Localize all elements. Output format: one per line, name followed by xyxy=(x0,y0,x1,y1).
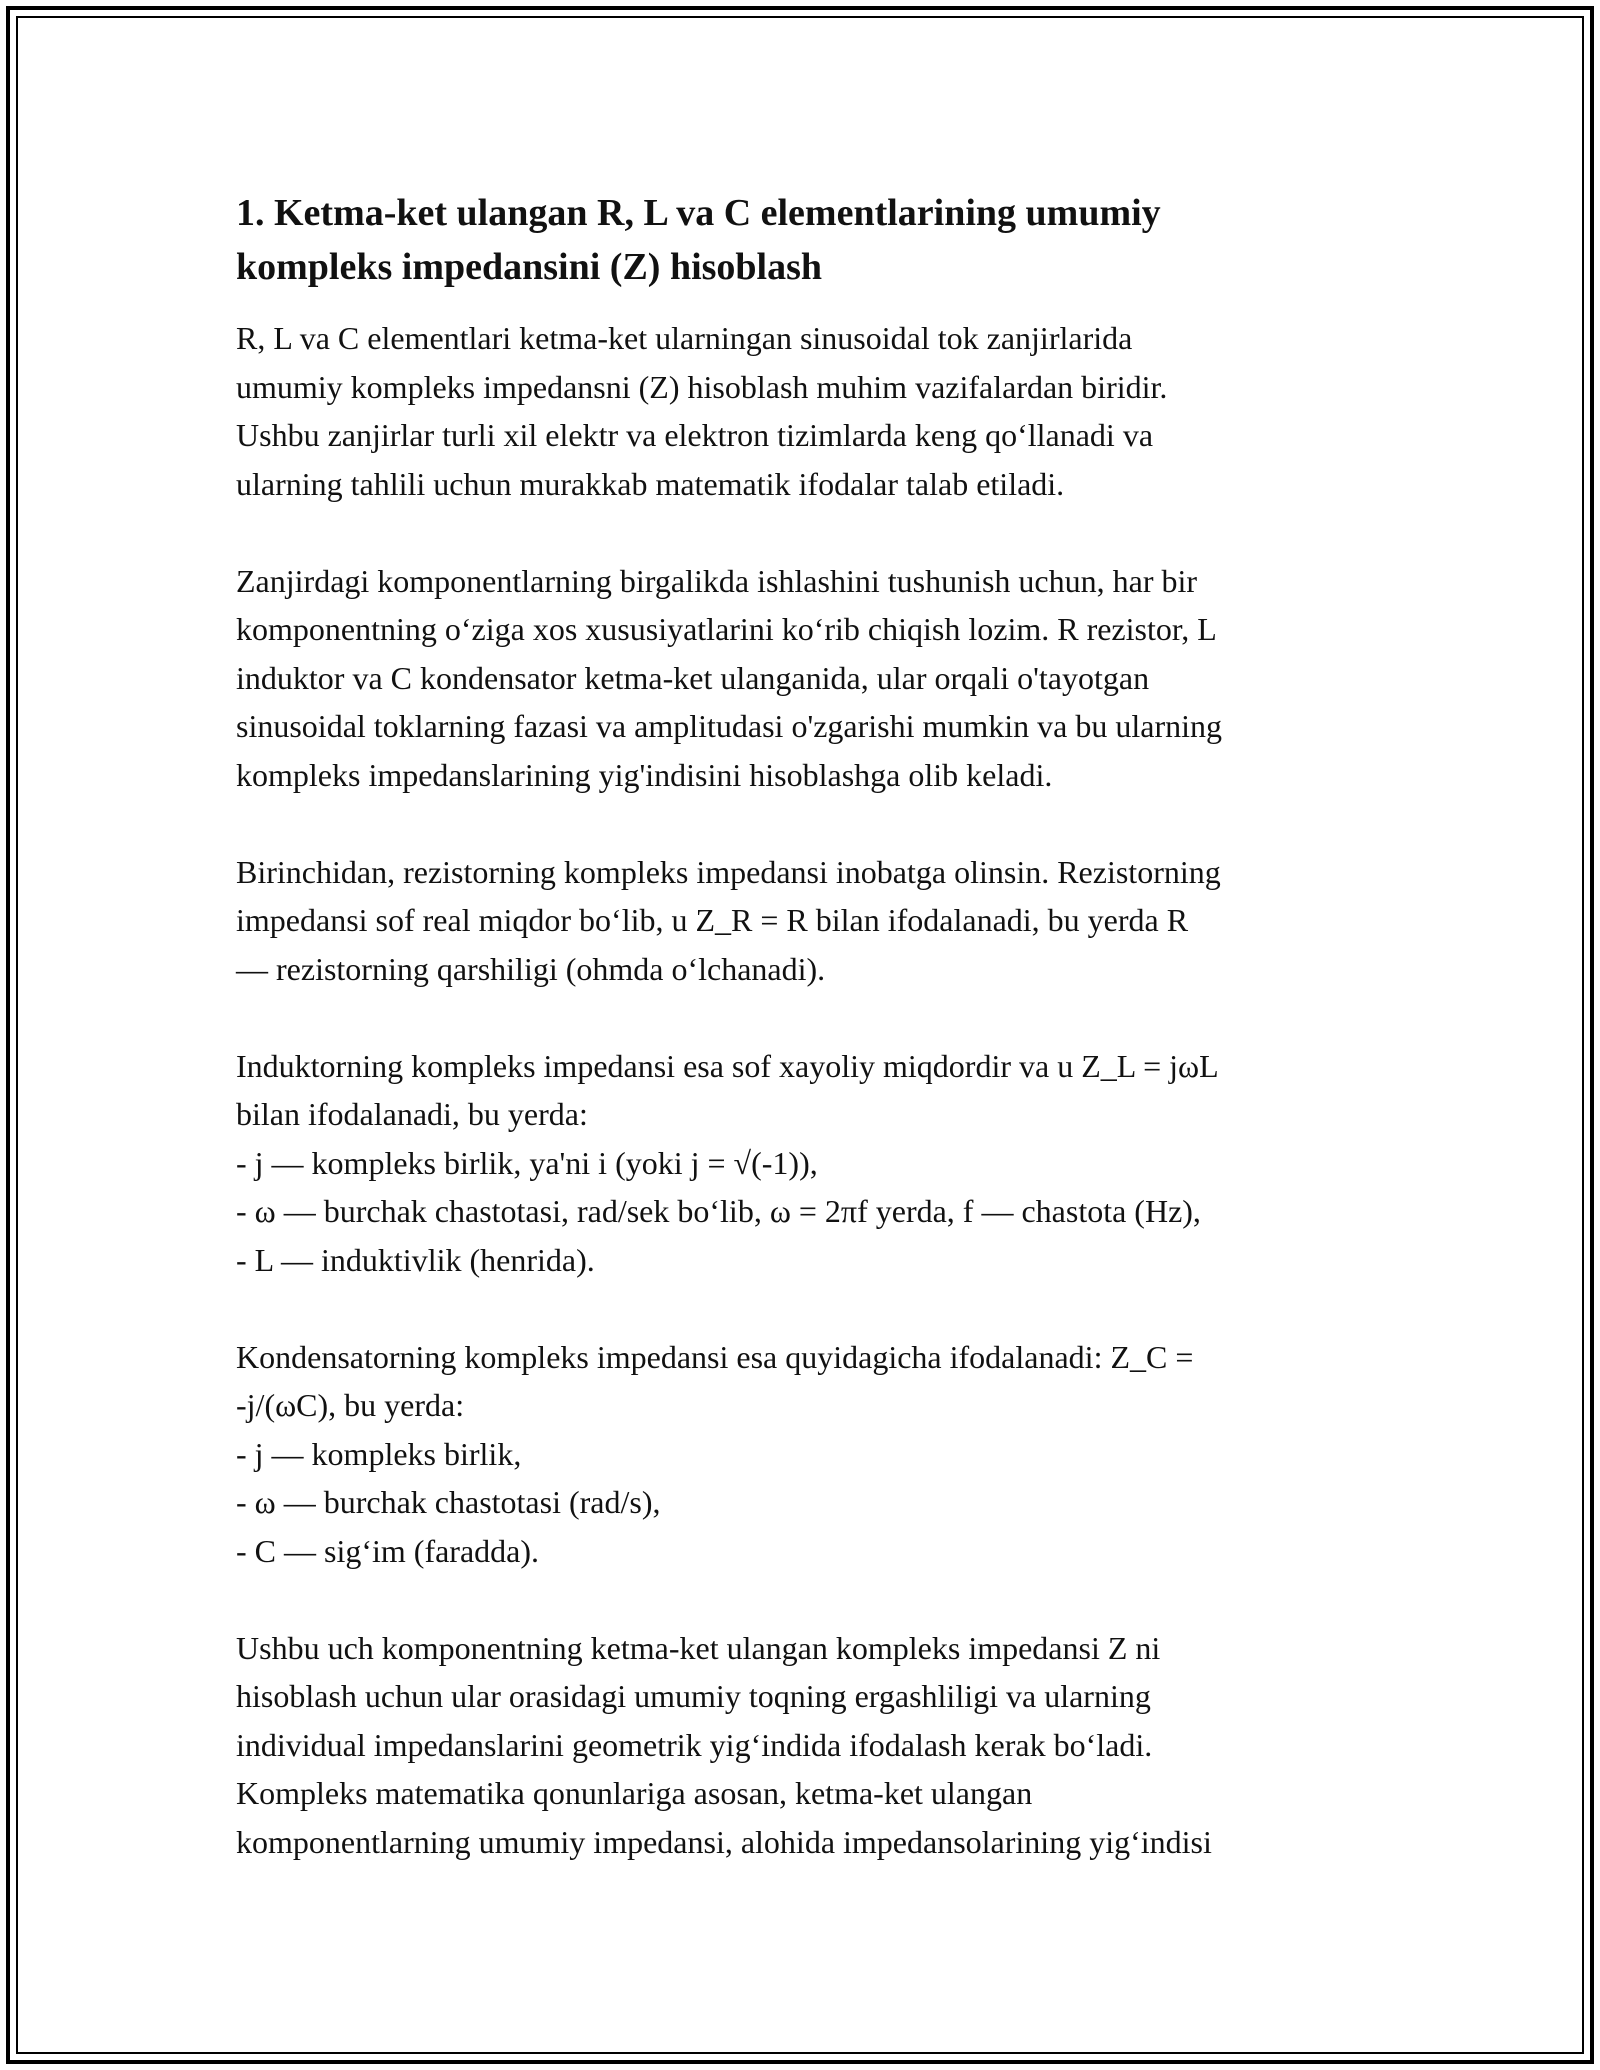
paragraph-capacitor xyxy=(236,1333,1376,1576)
text-line: — rezistorning qarshiligi (ohmda o‘lchanadi). xyxy=(236,950,826,987)
text-line: umumiy kompleks impedansni (Z) hisoblash muhim vazifalardan biridir. xyxy=(236,368,1168,405)
text-line: komponentlarning umumiy impedansi, alohida impedansolarining yig‘indisi xyxy=(236,1823,1212,1860)
list-item: - ω — burchak chastotasi (rad/s), xyxy=(236,1484,661,1520)
paragraph-resistor xyxy=(236,848,1376,994)
title-line: 1. Ketma-ket ulangan R, L va C elementlarining umumiy xyxy=(236,192,1161,234)
text-line: bilan ifodalanadi, bu yerda: xyxy=(236,1096,588,1132)
list-item: - L — induktivlik (henrida). xyxy=(236,1241,595,1278)
text-line: induktor va C kondensator ketma-ket ulanganida, ular orqali o'tayotgan xyxy=(236,659,1150,696)
text-line: impedansi sof real miqdor bo‘lib, u Z_R = R bilan ifodalanadi, bu yerda R xyxy=(236,902,1189,938)
text-line: ularning tahlili uchun murakkab matematik ifodalar talab etiladi. xyxy=(236,465,1065,502)
list-item: - C — sig‘im (faradda). xyxy=(236,1532,540,1569)
section-title xyxy=(236,186,1376,294)
document-body xyxy=(236,186,1376,1866)
text-line: Zanjirdagi komponentlarning birgalikda ishlashini tushunish uchun, har bir xyxy=(236,562,1198,599)
text-line: komponentning o‘ziga xos xususiyatlarini ko‘rib chiqish lozim. R rezistor, L xyxy=(236,611,1217,647)
body-text xyxy=(236,314,1376,1866)
paragraph-intro xyxy=(236,314,1376,508)
title-line: kompleks impedansini (Z) hisoblash xyxy=(236,246,823,288)
list-item: - j — kompleks birlik, xyxy=(236,1435,522,1472)
text-line: Ushbu zanjirlar turli xil elektr va elektron tizimlarda keng qo‘llanadi va xyxy=(236,417,1154,453)
text-line: Kompleks matematika qonunlariga asosan, ketma-ket ulangan xyxy=(236,1775,1033,1811)
list-item: - j — kompleks birlik, ya'ni i (yoki j = √(-1)), xyxy=(236,1144,818,1181)
text-line: Ushbu uch komponentning ketma-ket ulangan kompleks impedansi Z ni xyxy=(236,1629,1161,1666)
list-item: - ω — burchak chastotasi, rad/sek bo‘lib, ω = 2πf yerda, f — chastota (Hz), xyxy=(236,1193,1201,1229)
text-line: kompleks impedanslarining yig'indisini hisoblashga olib keladi. xyxy=(236,756,1053,793)
text-line: -j/(ωC), bu yerda: xyxy=(236,1387,465,1423)
paragraph-inductor xyxy=(236,1042,1376,1285)
paragraph-components xyxy=(236,557,1376,800)
text-line: sinusoidal toklarning fazasi va amplitudasi o'zgarishi mumkin va bu ularning xyxy=(236,708,1223,744)
text-line: Induktorning kompleks impedansi esa sof xayoliy miqdordir va u Z_L = jωL xyxy=(236,1047,1219,1084)
text-line: Kondensatorning kompleks impedansi esa quyidagicha ifodalanadi: Z_C = xyxy=(236,1338,1194,1375)
text-line: Birinchidan, rezistorning kompleks impedansi inobatga olinsin. Rezistorning xyxy=(236,853,1221,890)
text-line: individual impedanslarini geometrik yig‘indida ifodalash kerak bo‘ladi. xyxy=(236,1726,1153,1763)
paragraph-total-impedance xyxy=(236,1624,1376,1867)
text-line: hisoblash uchun ular orasidagi umumiy toqning ergashliligi va ularning xyxy=(236,1678,1151,1714)
text-line: R, L va C elementlari ketma-ket ularningan sinusoidal tok zanjirlarida xyxy=(236,320,1133,356)
